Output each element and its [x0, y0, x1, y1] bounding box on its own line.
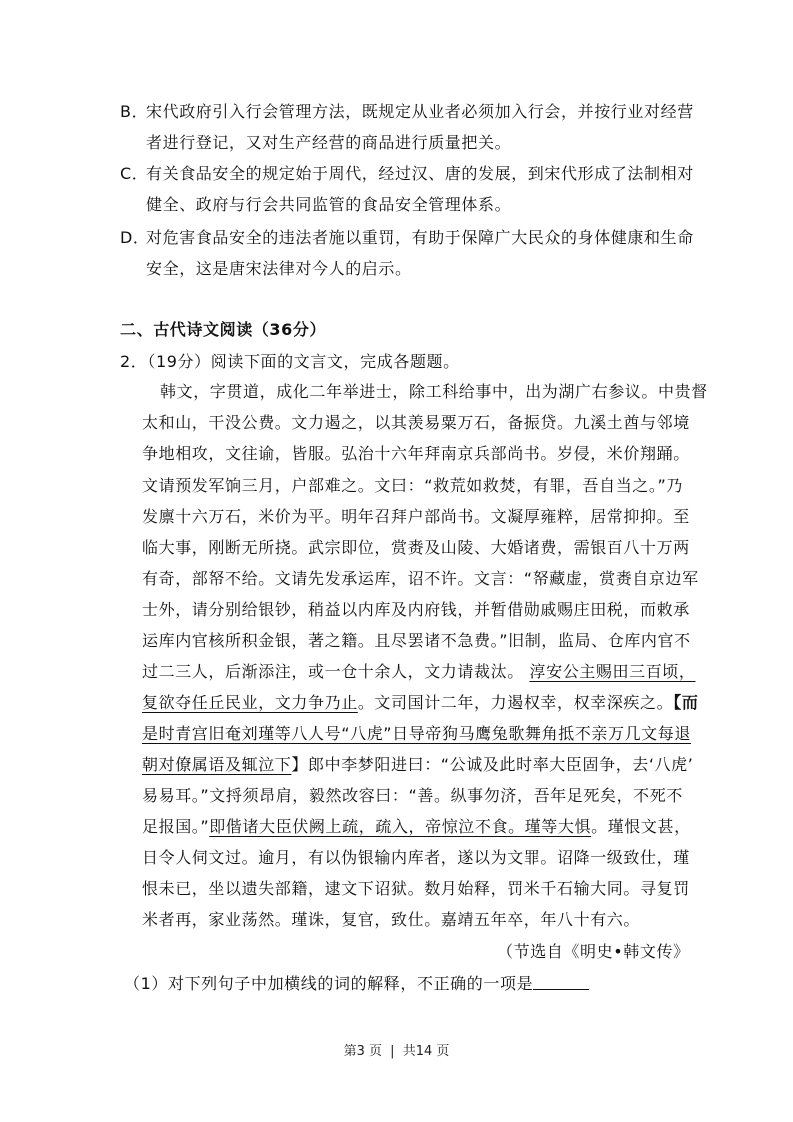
- option-b-line-2: 者进行登记，又对生产经营的商品进行质量把关。: [146, 133, 512, 152]
- option-b-line-1: B．宋代政府引入行会管理方法，既规定从业者必须加入行会，并按行业对经营: [120, 102, 694, 121]
- option-d-line-1: D．对危害食品安全的违法者施以重罚，有助于保障广大民众的身体健康和生命: [120, 228, 694, 247]
- underlined-sentence: 朝对僚属语及辄泣下: [142, 755, 292, 774]
- section-heading: 二、古代诗文阅读（36分）: [120, 320, 327, 339]
- passage-line: 争地相攻，文往谕，皆服。弘治十六年拜南京兵部尚书。岁侵，米价翔踊。: [142, 444, 690, 463]
- answer-blank: [533, 975, 589, 990]
- page-number: 第3 页: [343, 1044, 383, 1059]
- footer-separator: |: [390, 1044, 395, 1059]
- underlined-sentence: 即偕诸大臣伏阙上疏，疏入，帝惊泣不食。瑾等大惧: [209, 817, 592, 836]
- page-total: 共14 页: [402, 1044, 450, 1059]
- option-b-letter: B．: [120, 102, 149, 121]
- passage-line: 临大事，刚断无所挠。武宗即位，赏赉及山陵、大婚诸费，需银百八十万两: [142, 538, 690, 557]
- passage-line: 米者再，家业荡然。瑾诛，复官，致仕。嘉靖五年卒，年八十有六。: [142, 910, 641, 929]
- passage-line: 复欲夺任丘民业，文力争乃止。文司国计二年，力遏权幸，权幸深疾之。【而: [142, 693, 699, 712]
- passage-line: 韩文，字贯道，成化二年举进士，除工科给事中，出为湖广右参议。中贵督: [160, 382, 708, 401]
- passage-line: 士外，请分别给银钞，稍益以内库及内府钱，并暂借勋戚赐庄田税，而敕承: [142, 600, 690, 619]
- passage-line: 易易耳。”文捋须昂肩，毅然改容曰：“善。纵事勿济，吾年足死矣，不死不: [142, 786, 683, 805]
- passage-source: （节选自《明史•韩文传》: [497, 942, 690, 961]
- passage-line: 朝对僚属语及辄泣下】郎中李梦阳进曰：“公诚及此时率大臣固争，去‘八虎’: [142, 755, 694, 774]
- passage-line: 太和山，干没公费。文力遏之，以其羡易粟万石，备振贷。九溪土酋与邻境: [142, 413, 690, 432]
- passage-line: 有奇，部帑不给。文请先发承运库，诏不许。文言：“帑藏虚，赏赉自京边军: [142, 569, 699, 588]
- sub-question-1: （1）对下列句子中加横线的词的解释，不正确的一项是: [124, 974, 589, 994]
- passage-line: 恨未已，坐以遗失部籍，逮文下诏狱。数月始释，罚米千石输大同。寻复罚: [142, 879, 690, 898]
- underlined-sentence: 淳安公主赐田三百顷，: [529, 662, 696, 681]
- passage-line-underlined: 是时青宫旧奄刘瑾等八人号“八虎”日导帝狗马鹰兔歌舞角抵不亲万几文每退: [142, 724, 691, 743]
- question-stem: 2．（19分）阅读下面的文言文，完成各题题。: [120, 352, 460, 371]
- page-footer: [0, 1040, 793, 1059]
- option-d-letter: D．: [120, 228, 150, 247]
- passage-line: 发廪十六万石，米价为平。明年召拜户部尚书。文凝厚雍粹，居常抑抑。至: [142, 507, 690, 526]
- passage-line: 运库内官核所积金银，著之籍。且尽罢诸不急费。”旧制，监局、仓库内官不: [142, 631, 691, 650]
- passage-line: 足报国。”即偕诸大臣伏阙上疏，疏入，帝惊泣不食。瑾等大惧。瑾恨文甚，: [142, 817, 691, 836]
- underlined-sentence: 复欲夺任丘民业，文力争乃止: [142, 693, 358, 712]
- option-c-letter: C．: [120, 164, 149, 183]
- option-c-line-2: 健全、政府与行会共同监管的食品安全管理体系。: [146, 195, 512, 214]
- option-c-line-1: C．有关食品安全的规定始于周代，经过汉、唐的发展，到宋代形成了法制相对: [120, 164, 694, 183]
- passage-line: 文请预发军饷三月，户部难之。文曰：“救荒如救焚，有罪，吾自当之。”乃: [142, 476, 683, 495]
- passage-line: 日令人伺文过。逾月，有以伪银输内库者，遂以为文罪。诏降一级致仕，瑾: [142, 848, 690, 867]
- option-d-line-2: 安全，这是唐宋法律对今人的启示。: [146, 259, 412, 278]
- passage-line: 过二三人，后渐添注，或一仓十余人，文力请裁汰。 淳安公主赐田三百顷，: [142, 662, 696, 681]
